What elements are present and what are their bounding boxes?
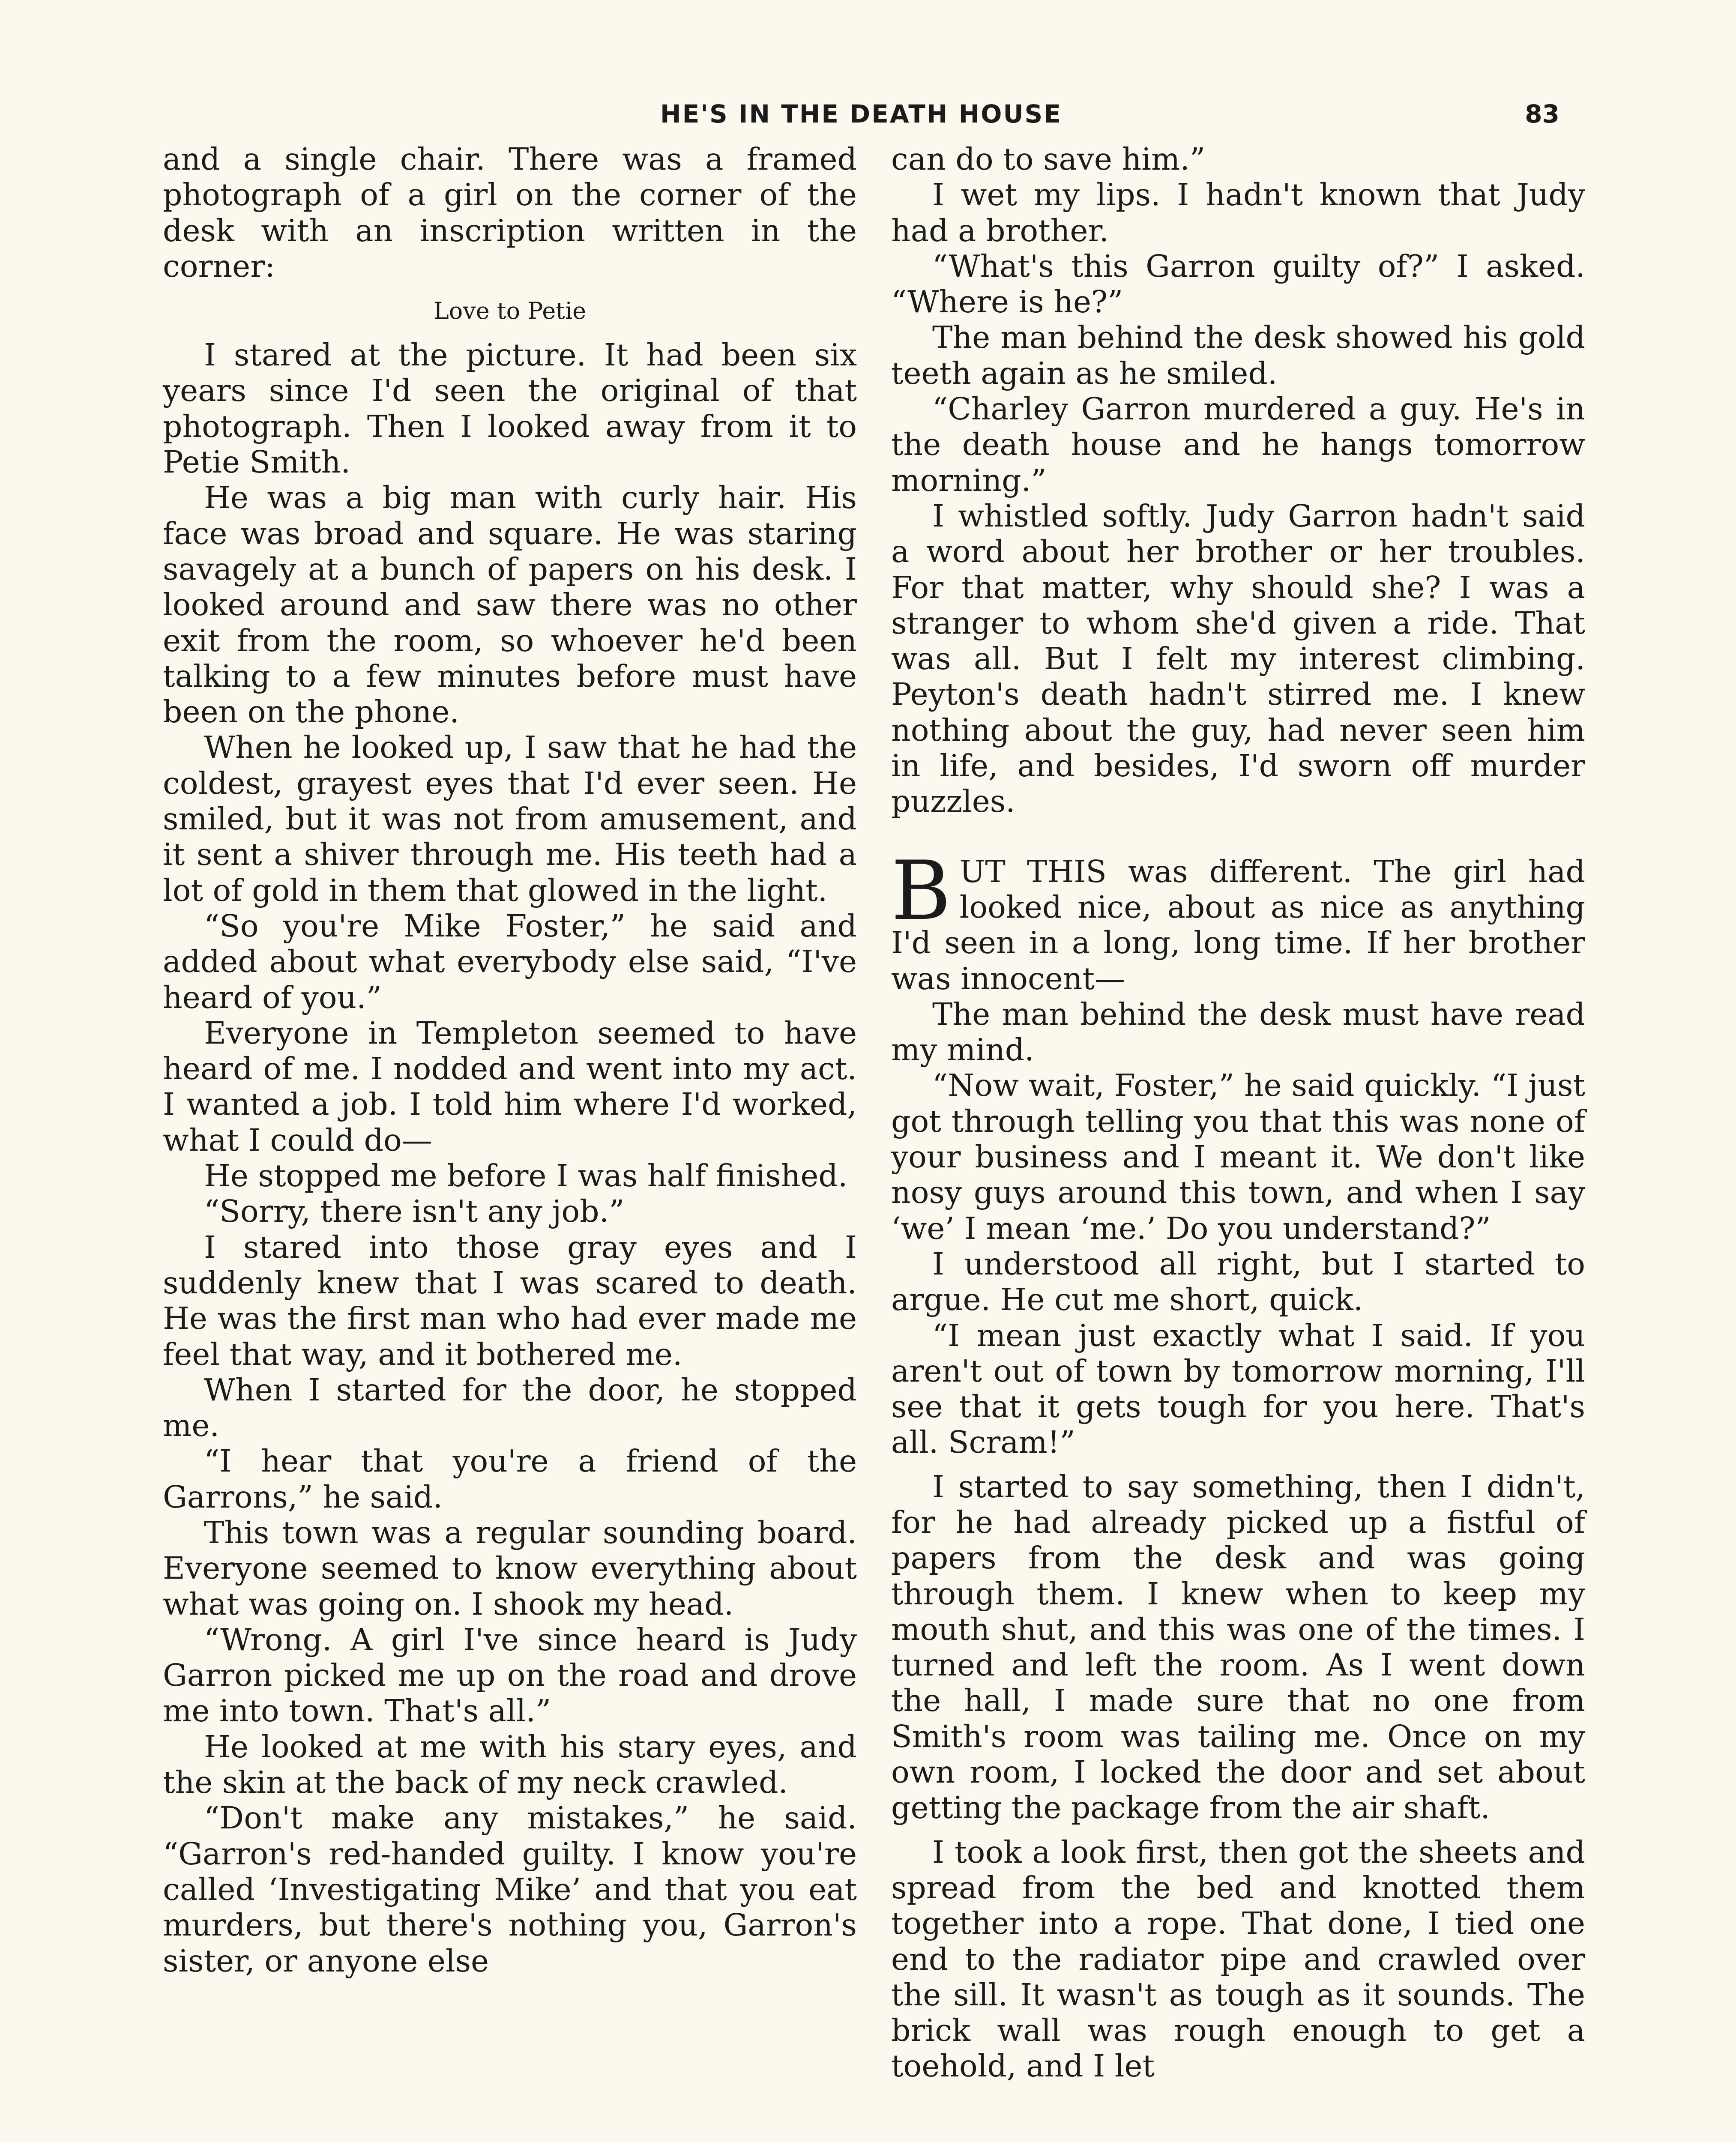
running-title: HE'S IN THE DEATH HOUSE xyxy=(660,99,1062,129)
paragraph: “I mean just exactly what I said. If you aren't out of town by tomorrow morning, I'll see that it gets tough for you here. That's all. Scram!” xyxy=(891,1317,1585,1460)
paragraph: I stared into those gray eyes and I suddenly knew that I was scared to death. He was the first man who had ever made me feel that way, and it bothered me. xyxy=(163,1229,857,1372)
paragraph: The man behind the desk must have read my mind. xyxy=(891,996,1585,1068)
paragraph: He stopped me before I was half finished. xyxy=(204,1158,848,1194)
paragraph: “I hear that you're a friend of the Garrons,” he said. xyxy=(163,1443,857,1515)
paragraph: I whistled softly. Judy Garron hadn't said a word about her brother or her troubles. For that matter, why should she? I was a stranger to whom she'd given a ride. That was all. But I felt my interest climbing. Peyton's death hadn't stirred me. I knew nothing about the guy, had never seen him in life, and besides, I'd sworn off murder puzzles. xyxy=(891,498,1585,820)
section-start-paragraph xyxy=(891,843,1585,996)
page-number: 83 xyxy=(1525,99,1559,129)
paragraph-text: UT THIS was different. The girl had looked nice, about as nice as anything I'd seen in a long, long time. If her brother was innocent— xyxy=(891,853,1585,996)
paragraph: can do to save him.” xyxy=(891,141,1206,177)
paragraph: “So you're Mike Foster,” he said and added about what everybody else said, “I've heard of you.” xyxy=(163,908,857,1015)
right-column xyxy=(891,141,1585,2084)
paragraph: “Charley Garron murdered a guy. He's in the death house and he hangs tomorrow morning.” xyxy=(891,391,1585,498)
page-header xyxy=(163,99,1559,138)
paragraph: and a single chair. There was a framed photograph of a girl on the corner of the desk with an inscription written in the corner: xyxy=(163,141,857,284)
paragraph: He was a big man with curly hair. His face was broad and square. He was staring savagely at a bunch of papers on his desk. I looked around and saw there was no other exit from the room, so whoever he'd been talking to a few minutes before must have been on the phone. xyxy=(163,480,857,730)
paragraph: I started to say something, then I didn't, for he had already picked up a fistful of papers from the desk and was going through them. I knew when to keep my mouth shut, and this was one of the times. I turned and left the room. As I went down the hall, I made sure that no one from Smith's room was tailing me. Once on my own room, I locked the door and set about getting the package from the air shaft. xyxy=(891,1469,1585,1826)
paragraph: “Don't make any mistakes,” he said. “Garron's red-handed guilty. I know you're called ‘Investigating Mike’ and that you eat murders, but there's nothing you, Garron's sister, or anyone else xyxy=(163,1800,857,1979)
paragraph: I stared at the picture. It had been six years since I'd seen the original of that photograph. Then I looked away from it to Petie Smith. xyxy=(163,337,857,480)
paragraph: When he looked up, I saw that he had the coldest, grayest eyes that I'd ever seen. He smiled, but it was not from amusement, and it sent a shiver through me. His teeth had a lot of gold in them that glowed in the light. xyxy=(163,730,857,908)
paragraph: I understood all right, but I started to argue. He cut me short, quick. xyxy=(891,1246,1585,1318)
paragraph: He looked at me with his stary eyes, and the skin at the back of my neck crawled. xyxy=(163,1729,857,1801)
paragraph: “Now wait, Foster,” he said quickly. “I just got through telling you that this was none of your business and I meant it. We don't like nosy guys around this town, and when I say ‘we’ I mean ‘me.’ Do you understand?” xyxy=(891,1068,1585,1246)
paragraph: “Wrong. A girl I've since heard is Judy Garron picked me up on the road and drove me into town. That's all.” xyxy=(163,1621,857,1729)
photo-inscription: Love to Petie xyxy=(433,297,587,325)
paragraph: “What's this Garron guilty of?” I asked. “Where is he?” xyxy=(891,248,1585,320)
left-column xyxy=(163,141,857,1979)
paragraph: Everyone in Templeton seemed to have heard of me. I nodded and went into my act. I wanted a job. I told him where I'd worked, what I could do— xyxy=(163,1015,857,1158)
paragraph: I wet my lips. I hadn't known that Judy had a brother. xyxy=(891,177,1585,248)
paragraph: I took a look first, then got the sheets and spread from the bed and knotted them together into a rope. That done, I tied one end to the radiator pipe and crawled over the sill. It wasn't as tough as it sounds. The brick wall was rough enough to get a toehold, and I let xyxy=(891,1834,1585,2084)
drop-cap: B xyxy=(891,843,951,938)
paragraph: The man behind the desk showed his gold teeth again as he smiled. xyxy=(891,320,1585,391)
paragraph: When I started for the door, he stopped me. xyxy=(163,1372,857,1444)
paragraph: “Sorry, there isn't any job.” xyxy=(204,1194,625,1230)
paragraph: This town was a regular sounding board. Everyone seemed to know everything about what was going on. I shook my head. xyxy=(163,1514,857,1622)
